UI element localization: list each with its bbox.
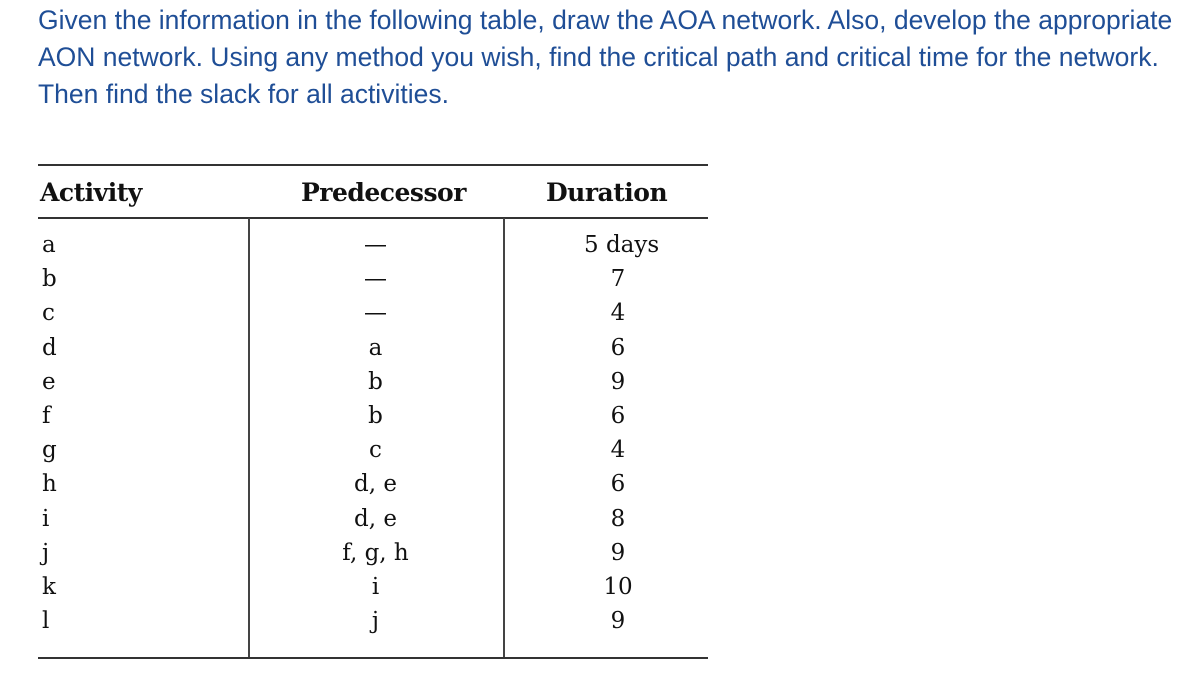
header-activity: Activity [40,178,142,207]
activity-cell: k [42,573,56,600]
duration-cell: 6 [610,471,626,498]
duration-cell: 9 [610,539,626,566]
duration-cell: 9 [610,368,626,395]
activity-cell: e [42,368,56,395]
table-body [38,228,708,638]
activity-cell: b [42,266,57,293]
activity-cell: a [42,232,56,258]
duration-cell: 4 [610,437,626,464]
activity-table [38,164,708,660]
header-duration: Duration [546,178,668,207]
activity-cell: f [42,402,51,429]
predecessor-cell: c [369,437,382,464]
duration-cell: 10 [603,573,633,600]
activity-cell: j [42,539,50,566]
duration-cell: 6 [610,334,626,361]
predecessor-cell: b [368,368,383,395]
duration-cell: 9 [610,608,626,635]
duration-cell: 8 [610,505,626,532]
table-row [38,604,708,638]
table-row [38,296,708,330]
table-row [38,365,708,399]
table-row [38,570,708,604]
predecessor-cell: a [368,334,383,361]
predecessor-cell: — [364,300,387,327]
question-text: Given the information in the following table, draw the AOA network. Also, develop the appropriate AON network. Using any method you wish, find the critical path and critical time for the network. Then find the slack for all activities. [38,5,1173,109]
duration-cell: 7 [610,266,626,293]
activity-cell: c [42,300,55,327]
table-header-rule [38,217,708,219]
activity-cell: h [42,471,57,498]
predecessor-cell: f, g, h [342,539,409,566]
table-row [38,467,708,501]
table-row [38,331,708,365]
duration-cell: 5 days [584,232,660,258]
duration-cell: 6 [610,402,626,429]
table-row [38,399,708,433]
predecessor-cell: d, e [354,505,397,532]
activity-cell: l [42,608,50,635]
predecessor-cell: d, e [354,471,397,498]
predecessor-cell: — [364,232,387,258]
table-row [38,502,708,536]
activity-cell: d [42,334,57,361]
predecessor-cell: — [364,266,387,293]
table-top-rule [38,164,708,166]
table-row [38,536,708,570]
predecessor-cell: j [371,608,380,635]
predecessor-cell: i [371,573,380,600]
table-bottom-rule [38,657,708,659]
table-row [38,433,708,467]
table-row [38,228,708,262]
predecessor-cell: b [368,402,383,429]
header-predecessor: Predecessor [301,178,466,207]
activity-cell: g [42,437,57,464]
activity-cell: i [42,505,50,532]
table-row [38,262,708,296]
duration-cell: 4 [610,300,626,327]
